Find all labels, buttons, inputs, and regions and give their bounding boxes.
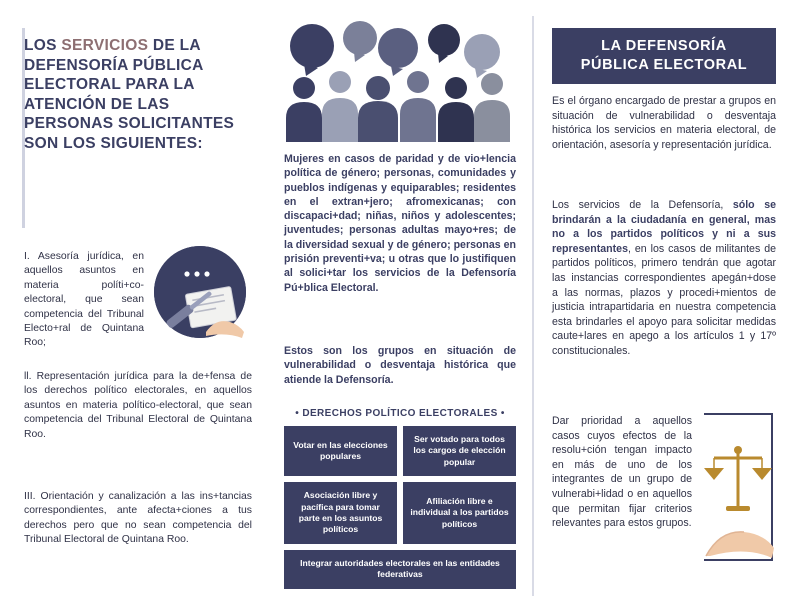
service-item-3: III. Orientación y canalización a las ins+tancias correspondientes, ante afecta+ciones a tus derechos pero que no sean competencia del Tribunal Electoral de Quintana Roo. <box>24 491 252 546</box>
rights-row <box>284 482 516 544</box>
group-of-people-with-speech-bubbles-icon <box>278 18 516 142</box>
right-box-electoral-authorities: Integrar autoridades electorales en las entidades federativas <box>284 550 516 589</box>
rights-grid <box>284 426 516 595</box>
heading-text-accent: SERVICIOS <box>61 37 149 54</box>
defensoria-services-detail <box>552 198 776 359</box>
gavel-and-document-icon <box>154 246 254 346</box>
heading-text-part1: LOS <box>24 37 62 54</box>
vulnerable-groups-note: Estos son los grupos en situación de vulnerabilidad o desventaja histórica que atiende la Defensoría. <box>284 345 516 386</box>
right-box-be-voted: Ser votado para todos los cargos de elección popular <box>403 426 516 476</box>
defensoria-banner <box>552 28 776 84</box>
service-item-1: I. Asesoría jurídica, en aquellos asuntos en materia políti+co-electoral, que sean competencia del Tribunal Electo+ral de Quintana Roo; <box>24 251 144 349</box>
rights-row <box>284 550 516 589</box>
services-detail-bold: sólo se brindarán a la ciudadanía en general, mas no a los partidos políticos y ni a sus representantes <box>552 199 776 255</box>
defensoria-priority: Dar prioridad a aquellos casos cuyos efectos de la resolu+ción tengan impacto en más de uno de los integrantes de un grupo de vulnerabi+lidad o en aquellos que permitan fijar criterios relevantes para estos grupos. <box>552 415 692 530</box>
banner-line-1: LA DEFENSORÍA <box>601 38 727 54</box>
right-box-affiliation: Afiliación libre e individual a los partidos políticos <box>403 482 516 544</box>
heading-text-part2: DE LA DEFENSORÍA PÚBLICA ELECTORAL PARA LA ATENCIÓN DE LAS PERSONAS SOLICITANTES SON LOS SIGUIENTES: <box>24 37 235 152</box>
rights-row <box>284 426 516 476</box>
services-detail-part2: , en los casos de militantes de partidos políticos, primero tendrán que agotar las instancias correspondientes apegán+dose a las normas, plazos y procedi+mientos de justicia intrapartidaria en nuestra competencia esta brindarles el apoyo para solicitar medidas caute+lares en apego a los artículos 1 y 17º constitucionales. <box>552 242 776 357</box>
banner-line-2: PÚBLICA ELECTORAL <box>580 57 748 73</box>
right-box-association: Asociación libre y pacífica para tomar parte en los asuntos políticos <box>284 482 397 544</box>
defensoria-description: Es el órgano encargado de prestar a grupos en situación de vulnerabilidad o desventaja histórica los servicios en materia electoral, de orientación, asesoría y representación jurídica. <box>552 95 776 151</box>
service-item-2: ll. Representación jurídica para la de+fensa de los derechos político electorales, en aquellos asuntos en materia político-electoral, que sean competencia del Tribunal Electoral de Quintana Roo. <box>24 371 252 440</box>
column-divider <box>532 16 534 596</box>
column1-heading <box>24 36 256 153</box>
column-defensoria <box>548 16 780 600</box>
scales-of-justice-on-hand-icon <box>698 410 780 570</box>
column-services <box>14 18 262 594</box>
right-box-vote: Votar en las elecciones populares <box>284 426 397 476</box>
vulnerable-groups-paragraph: Mujeres en casos de paridad y de vio+lencia política de género; personas, comunidades y pueblos indígenas y equiparables; residentes en el extran+jero; afromexicanas; con discapaci+dad; niñas, niños y adolescentes; juventudes; personas adultas mayo+res; de la diversidad sexual y de género; personas en prisión preventi+va; u otras que lo justifiquen al solici+tar los servicios de la Defensoría Pú+blica Electoral. <box>284 153 516 294</box>
column-groups-and-rights <box>278 10 518 602</box>
rights-section-title: • DERECHOS POLÍTICO ELECTORALES • <box>295 408 505 419</box>
services-detail-part1: Los servicios de la Defensoría, <box>552 199 733 211</box>
